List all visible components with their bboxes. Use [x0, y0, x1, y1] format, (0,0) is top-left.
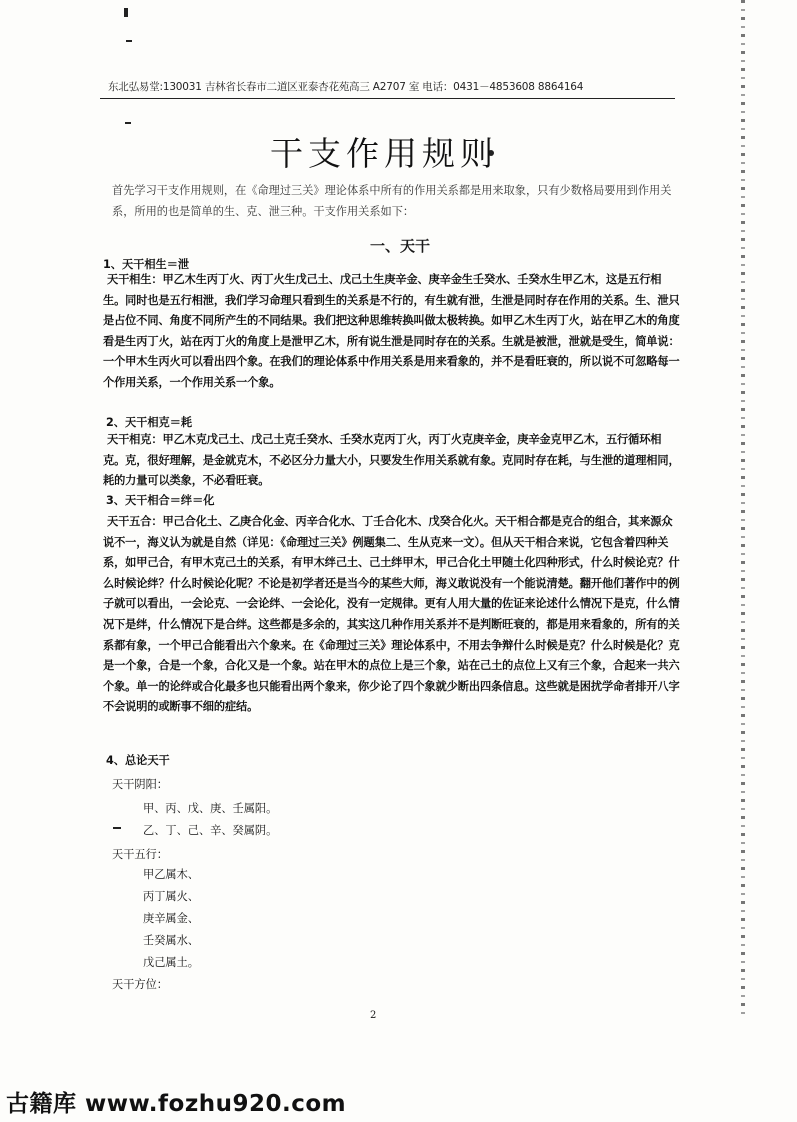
page-title: 干支作用规则 — [270, 134, 498, 173]
list-item: 甲乙属木、 — [143, 868, 199, 881]
list-yinyang — [143, 800, 277, 844]
intro-paragraph: 首先学习干支作用规则，在《命理过三关》理论体系中所有的作用关系都是用来取象，只有少数格局要用到作用关系，所用的也是简单的生、克、泄三种。干支作用关系如下： — [112, 184, 672, 218]
scan-edge-artifact — [741, 0, 745, 1020]
heading-tiangan-sheng: 1、天干相生＝泄 — [103, 258, 190, 271]
scan-speck — [126, 40, 132, 42]
paragraph-tiangan-sheng — [103, 270, 681, 394]
scan-speck — [125, 122, 131, 124]
list-item: 戊己属土。 — [143, 956, 199, 969]
group-label: 天干五行： — [112, 848, 168, 861]
group-label: 天干方位： — [112, 978, 168, 991]
scan-speck — [124, 8, 128, 17]
group-label: 天干阴阳： — [112, 778, 168, 791]
paragraph-text: 天干五合：甲己合化土、乙庚合化金、丙辛合化水、丁壬合化木、戊癸合化火。天干相合都是克合的组合，其来源众说不一，海义认为就是自然（详见：《命理过三关》例题集二、生从克来一文）。但从天干相合来说，它包含着四种关系，如甲己合，有甲木克己土的关系，有甲木绊己土、己土绊甲木，甲己合化土甲随土化四种形式，什么时候论克？什么时候论绊？什么时候论化呢？不论是初学者还是当今的某些大师，海义敢说没有一个能说清楚。翻开他们著作中的例子就可以看出，一会论克、一会论绊、一会论化，没有一定规律。更有人用大量的佐证来论述什么情况下是克，什么情况下是绊，什么情况下是合绊。这些都是多余的，其实这几种作用关系并不是判断旺衰的，都是用来看象的，所有的关系都有象，一个甲己合能看出六个象来。在《命理过三关》理论体系中，不用去争辩什么时候是克？什么时候是化？克是一个象，合是一个象，合化又是一个象。站在甲木的点位上是三个象，站在己土的点位上又有三个象，合起来一共六个象。单一的论绊或合化最多也只能看出两个象来，你少论了四个象就少断出四条信息。这些就是困扰学命者排开八字不会说明的或断事不细的症结。 — [103, 515, 680, 714]
list-wuxing — [143, 866, 199, 976]
paragraph-tiangan-he — [103, 512, 681, 718]
label-yinyang — [112, 776, 168, 798]
heading-tiangan-he: 3、天干相合＝绊＝化 — [106, 494, 215, 507]
list-item: 乙、丁、己、辛、癸属阴。 — [143, 824, 278, 837]
list-item: 庚辛属金、 — [143, 912, 199, 925]
list-item: 甲、丙、戊、庚、壬属阳。 — [143, 802, 278, 815]
header-divider — [100, 98, 675, 99]
contact-header: 东北弘易堂:130031 吉林省长春市二道区亚泰杏花苑高三 A2707 室 电话：0431－4853608 8864164 — [108, 81, 584, 93]
site-watermark: 古籍库 www.fozhu920.com — [6, 1091, 347, 1117]
label-wuxing — [112, 846, 168, 868]
list-item: 丙丁属火、 — [143, 890, 199, 903]
heading-zonglun: 4、总论天干 — [106, 754, 170, 767]
label-fangwei — [112, 976, 168, 998]
page-number: 2 — [370, 1010, 377, 1021]
paragraph-tiangan-ke — [103, 430, 681, 492]
section-title: 一、天干 — [370, 237, 431, 255]
paragraph-text: 天干相生：甲乙木生丙丁火、丙丁火生戊己土、戊己土生庚辛金、庚辛金生壬癸水、壬癸水生甲乙木，这是五行相生。同时也是五行相泄，我们学习命理只看到生的关系是不行的，有生就有泄，生泄是同时存在作用的关系。生、泄只是占位不同、角度不同所产生的不同结果。我们把这种思维转换叫做太极转换。如甲乙木生丙丁火，站在甲乙木的角度看是生丙丁火，站在丙丁火的角度上是泄甲乙木，所有说生泄是同时存在的关系。生就是被泄，泄就是受生，简单说：一个甲木生丙火可以看出四个象。在我们的理论体系中作用关系是用来看象的，并不是看旺衰的，所以说不可忽略每一个作用关系，一个作用关系一个象。 — [103, 273, 680, 389]
heading-tiangan-ke: 2、天干相克＝耗 — [106, 416, 193, 429]
list-item: 壬癸属水、 — [143, 934, 199, 947]
scan-speck — [113, 827, 121, 829]
paragraph-text: 天干相克：甲乙木克戊己土、戊己土克壬癸水、壬癸水克丙丁火，丙丁火克庚辛金，庚辛金克甲乙木，五行循环相克。克，很好理解，是金就克木，不必区分力量大小，只要发生作用关系就有象。克同时存在耗，与生泄的道理相同，耗的力量可以类象，不必看旺衰。 — [103, 433, 680, 488]
